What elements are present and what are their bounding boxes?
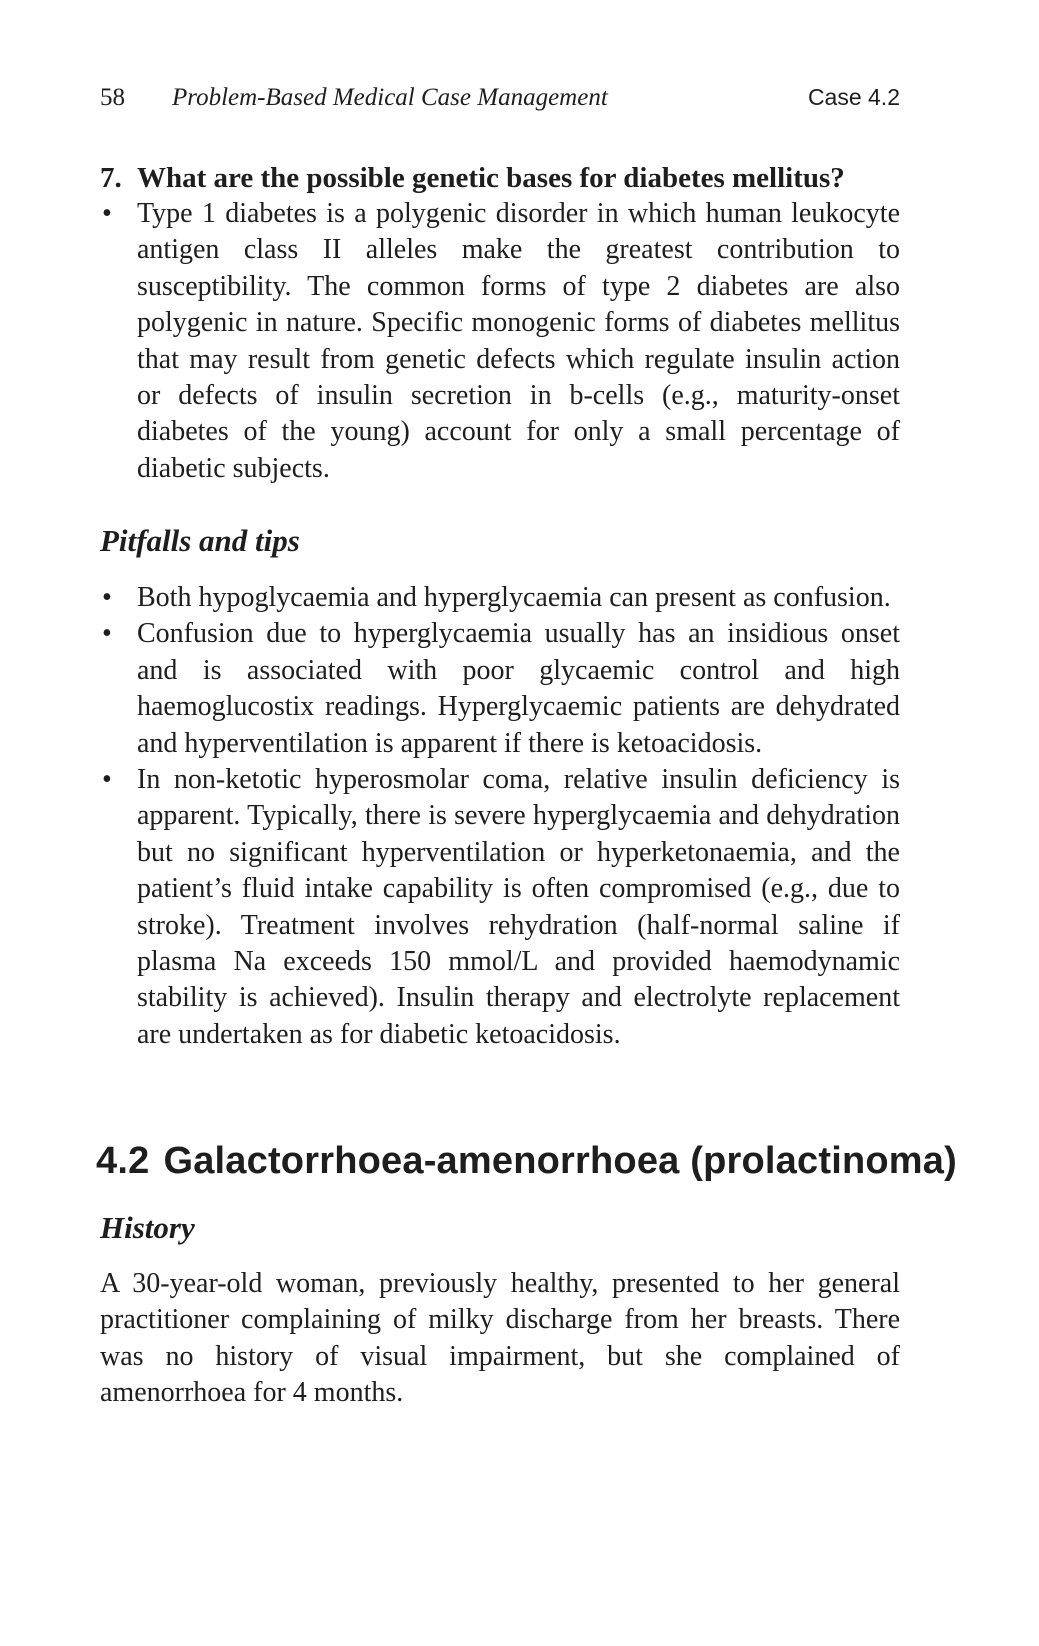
running-header (100, 84, 900, 116)
section-heading (96, 1140, 957, 1183)
answer-item (100, 196, 900, 487)
pitfall-item (100, 580, 900, 616)
bullet-icon: • (102, 764, 112, 796)
bullet-icon: • (102, 198, 112, 229)
answer-list (100, 196, 900, 487)
question-number: 7. (100, 162, 122, 194)
pitfall-text: Both hypoglycaemia and hyperglycaemia can present as confusion. (137, 582, 891, 613)
section-number: 4.2 (96, 1140, 150, 1182)
page-number: 58 (100, 84, 125, 111)
history-heading: History (100, 1210, 195, 1245)
answer-text: Type 1 diabetes is a polygenic disorder in which human leukocyte antigen class II alleles make the greatest contribution to susceptibility. The common forms of type 2 diabetes are also polygenic in nature. Specific monogenic forms of diabetes mellitus that may result from genetic defects which regulate insulin action or defects of insulin secretion in b-cells (e.g., maturity-onset diabetes of the young) account for only a small percentage of diabetic subjects. (137, 198, 900, 484)
bullet-icon: • (102, 618, 112, 650)
pitfall-text: In non-ketotic hyperosmolar coma, relative insulin deficiency is apparent. Typically, there is severe hyperglycaemia and dehydration but no significant hyperventilation or hyperketonaemia, and the patient’s fluid intake capability is often compromised (e.g., due to stroke). Treatment involves rehydration (half-normal saline if plasma Na exceeds 150 mmol/L and provided haemodynamic stability is achieved). Insulin therapy and electrolyte replacement are undertaken as for diabetic ketoacidosis. (137, 764, 900, 1050)
pitfall-item (100, 762, 900, 1053)
pitfalls-heading: Pitfalls and tips (100, 523, 300, 558)
question-text: What are the possible genetic bases for diabetes mellitus? (137, 162, 845, 194)
pitfalls-list (100, 580, 900, 1053)
question-heading (100, 160, 900, 196)
pitfall-text: Confusion due to hyperglycaemia usually has an insidious onset and is associated with poor glycaemic control and high haemoglucostix readings. Hyperglycaemic patients are dehydrated and hyperventilation is apparent if there is ketoacidosis. (137, 618, 900, 759)
case-label: Case 4.2 (807, 84, 900, 110)
history-paragraph: A 30-year-old woman, previously healthy, presented to her general practitioner complaining of milky discharge from her breasts. There was no history of visual impairment, but she complained of amenorrhoea for 4 months. (100, 1268, 900, 1409)
bullet-icon: • (102, 582, 112, 613)
pitfall-item (100, 616, 900, 762)
section-title: Galactorrhoea-amenorrhoea (prolactinoma) (163, 1140, 957, 1182)
book-title: Problem-Based Medical Case Management (172, 84, 608, 111)
